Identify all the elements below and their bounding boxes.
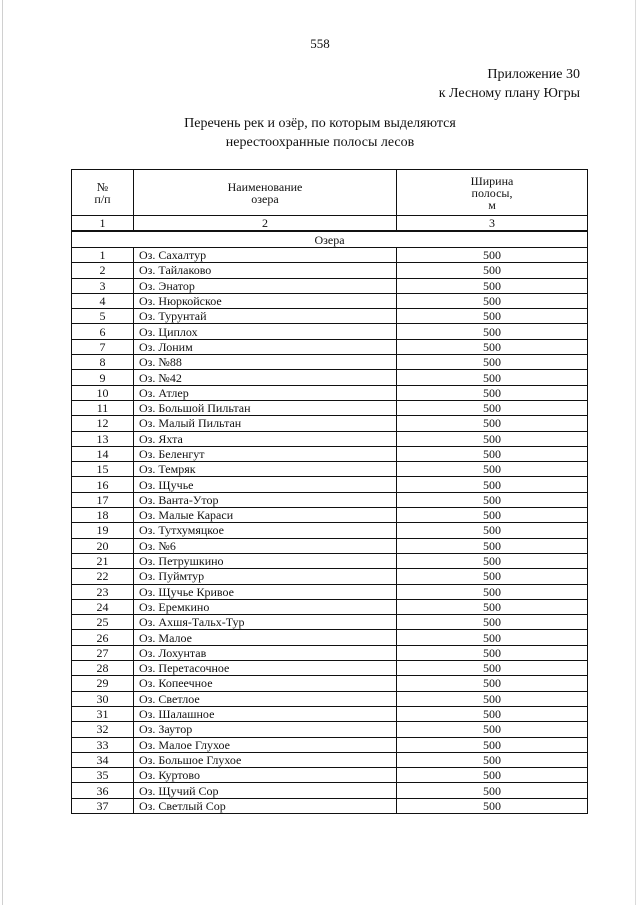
table-row [72, 400, 588, 415]
section-row [72, 231, 588, 248]
table-row [72, 599, 588, 614]
strip-width: 500 [397, 737, 588, 752]
lake-name: Оз. Тутхумяцкое [134, 523, 397, 538]
strip-width: 500 [397, 431, 588, 446]
strip-width: 500 [397, 553, 588, 568]
strip-width: 500 [397, 722, 588, 737]
row-number: 31 [72, 706, 134, 721]
lake-name: Оз. Сахалтур [134, 248, 397, 263]
row-number: 10 [72, 385, 134, 400]
lake-name: Оз. Энатор [134, 278, 397, 293]
table-row [72, 569, 588, 584]
table-row [72, 508, 588, 523]
row-number: 23 [72, 584, 134, 599]
row-number: 3 [72, 278, 134, 293]
row-number: 25 [72, 615, 134, 630]
strip-width: 500 [397, 492, 588, 507]
strip-width: 500 [397, 477, 588, 492]
lake-name: Оз. Шалашное [134, 706, 397, 721]
strip-width: 500 [397, 691, 588, 706]
table-row [72, 538, 588, 553]
header-lake-name: Наименование озера [134, 170, 397, 216]
row-number: 20 [72, 538, 134, 553]
strip-width: 500 [397, 324, 588, 339]
table-row [72, 752, 588, 767]
lake-name: Оз. Тайлаково [134, 263, 397, 278]
lake-name: Оз. Щучье Кривое [134, 584, 397, 599]
lake-name: Оз. Щучий Сор [134, 783, 397, 798]
row-number: 34 [72, 752, 134, 767]
strip-width: 500 [397, 676, 588, 691]
lake-name: Оз. Малое [134, 630, 397, 645]
table-row [72, 661, 588, 676]
header-strip-width: Ширина полосы, м [397, 170, 588, 216]
row-number: 32 [72, 722, 134, 737]
row-number: 21 [72, 553, 134, 568]
lake-name: Оз. Светлый Сор [134, 798, 397, 813]
table-body [72, 248, 588, 814]
lakes-table [71, 169, 588, 814]
table-row [72, 462, 588, 477]
lake-name: Оз. Ванта-Утор [134, 492, 397, 507]
lake-name: Оз. Копеечное [134, 676, 397, 691]
lake-name: Оз. Атлер [134, 385, 397, 400]
row-number: 7 [72, 339, 134, 354]
row-number: 4 [72, 293, 134, 308]
row-number: 12 [72, 416, 134, 431]
strip-width: 500 [397, 508, 588, 523]
strip-width: 500 [397, 263, 588, 278]
table-row [72, 385, 588, 400]
lake-name: Оз. Щучье [134, 477, 397, 492]
section-title: Озера [72, 231, 588, 248]
lake-name: Оз. Петрушкино [134, 553, 397, 568]
lake-name: Оз. Большой Пильтан [134, 400, 397, 415]
table-row [72, 615, 588, 630]
table-row [72, 676, 588, 691]
lake-name: Оз. Светлое [134, 691, 397, 706]
row-number: 13 [72, 431, 134, 446]
strip-width: 500 [397, 400, 588, 415]
row-number: 35 [72, 768, 134, 783]
row-number: 29 [72, 676, 134, 691]
strip-width: 500 [397, 569, 588, 584]
strip-width: 500 [397, 370, 588, 385]
table-row [72, 309, 588, 324]
table-row [72, 737, 588, 752]
row-number: 26 [72, 630, 134, 645]
lake-name: Оз. №6 [134, 538, 397, 553]
row-number: 36 [72, 783, 134, 798]
table-header-row [72, 170, 588, 216]
strip-width: 500 [397, 523, 588, 538]
lake-name: Оз. Малое Глухое [134, 737, 397, 752]
lake-name: Оз. Яхта [134, 431, 397, 446]
strip-width: 500 [397, 584, 588, 599]
lake-name: Оз. Лоним [134, 339, 397, 354]
table-row [72, 370, 588, 385]
strip-width: 500 [397, 339, 588, 354]
lake-name: Оз. №42 [134, 370, 397, 385]
table-row [72, 768, 588, 783]
lake-name: Оз. Перетасочное [134, 661, 397, 676]
lake-name: Оз. Лохунтав [134, 645, 397, 660]
lake-name: Оз. Беленгут [134, 446, 397, 461]
table-row [72, 416, 588, 431]
strip-width: 500 [397, 630, 588, 645]
lake-name: Оз. Малые Караси [134, 508, 397, 523]
strip-width: 500 [397, 416, 588, 431]
table-row [72, 477, 588, 492]
table-row [72, 355, 588, 370]
lake-name: Оз. Пуймтур [134, 569, 397, 584]
appendix-label: Приложение 30 [487, 67, 580, 82]
strip-width: 500 [397, 752, 588, 767]
lake-name: Оз. Еремкино [134, 599, 397, 614]
table-row [72, 783, 588, 798]
row-number: 15 [72, 462, 134, 477]
row-number: 33 [72, 737, 134, 752]
lake-name: Оз. Турунтай [134, 309, 397, 324]
strip-width: 500 [397, 798, 588, 813]
table-row [72, 263, 588, 278]
lake-name: Оз. Циплох [134, 324, 397, 339]
lake-name: Оз. Куртово [134, 768, 397, 783]
lake-name: Оз. Большое Глухое [134, 752, 397, 767]
table-row [72, 645, 588, 660]
row-number: 11 [72, 400, 134, 415]
row-number: 16 [72, 477, 134, 492]
row-number: 37 [72, 798, 134, 813]
row-number: 17 [72, 492, 134, 507]
row-number: 19 [72, 523, 134, 538]
column-number: 1 [72, 216, 134, 232]
row-number: 6 [72, 324, 134, 339]
table-row [72, 706, 588, 721]
table-row [72, 278, 588, 293]
document-title-line1: Перечень рек и озёр, по которым выделяются [184, 116, 456, 131]
row-number: 27 [72, 645, 134, 660]
lake-name: Оз. Заутор [134, 722, 397, 737]
strip-width: 500 [397, 661, 588, 676]
table-row [72, 523, 588, 538]
strip-width: 500 [397, 309, 588, 324]
table-row [72, 293, 588, 308]
strip-width: 500 [397, 355, 588, 370]
row-number: 30 [72, 691, 134, 706]
row-number: 5 [72, 309, 134, 324]
row-number: 9 [72, 370, 134, 385]
table-row [72, 722, 588, 737]
strip-width: 500 [397, 599, 588, 614]
row-number: 1 [72, 248, 134, 263]
table-row [72, 691, 588, 706]
column-number: 3 [397, 216, 588, 232]
strip-width: 500 [397, 783, 588, 798]
strip-width: 500 [397, 248, 588, 263]
strip-width: 500 [397, 385, 588, 400]
row-number: 8 [72, 355, 134, 370]
row-number: 18 [72, 508, 134, 523]
strip-width: 500 [397, 462, 588, 477]
strip-width: 500 [397, 706, 588, 721]
row-number: 22 [72, 569, 134, 584]
table-row [72, 446, 588, 461]
row-number: 14 [72, 446, 134, 461]
table-row [72, 553, 588, 568]
appendix-reference: к Лесному плану Югры [438, 86, 580, 101]
strip-width: 500 [397, 645, 588, 660]
table-row [72, 431, 588, 446]
lake-name: Оз. Ахшя-Тальх-Тур [134, 615, 397, 630]
table-row [72, 339, 588, 354]
table-row [72, 584, 588, 599]
document-title-line2: нерестоохранные полосы лесов [225, 135, 415, 150]
header-number: № п/п [72, 170, 134, 216]
lake-name: Оз. Темряк [134, 462, 397, 477]
strip-width: 500 [397, 446, 588, 461]
column-number-row [72, 216, 588, 232]
lake-name: Оз. Нюркойское [134, 293, 397, 308]
strip-width: 500 [397, 293, 588, 308]
strip-width: 500 [397, 768, 588, 783]
strip-width: 500 [397, 615, 588, 630]
table-row [72, 324, 588, 339]
row-number: 2 [72, 263, 134, 278]
table-row [72, 630, 588, 645]
lake-name: Оз. Малый Пильтан [134, 416, 397, 431]
lake-name: Оз. №88 [134, 355, 397, 370]
column-number: 2 [134, 216, 397, 232]
table-row [72, 492, 588, 507]
strip-width: 500 [397, 538, 588, 553]
page-number: 558 [310, 36, 330, 51]
row-number: 28 [72, 661, 134, 676]
table-row [72, 248, 588, 263]
strip-width: 500 [397, 278, 588, 293]
row-number: 24 [72, 599, 134, 614]
table-row [72, 798, 588, 813]
